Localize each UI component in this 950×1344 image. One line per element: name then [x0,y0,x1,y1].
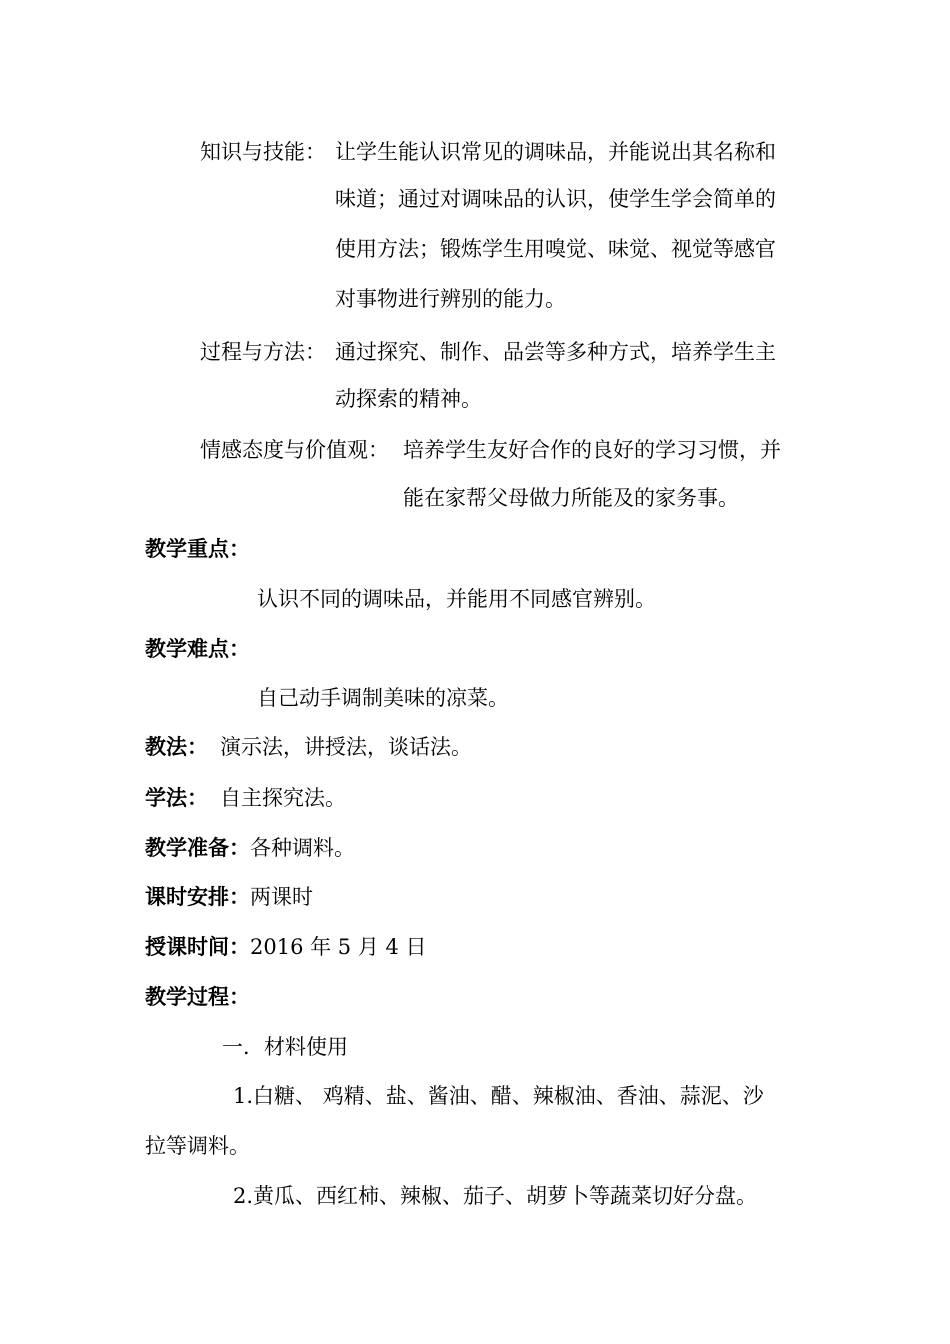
objective-process-line-2: 动探索的精神。 [335,387,482,411]
teaching-method-label: 教法： [145,734,208,759]
objective-knowledge-line-3: 使用方法；锻炼学生用嗅觉、味觉、视觉等感官 [335,237,776,261]
learning-method-value: 自主探究法。 [220,786,346,810]
objective-emotion-line-1: 培养学生友好合作的良好的学习习惯，并 [403,438,781,462]
date-label: 授课时间： [145,934,250,959]
objective-process-label: 过程与方法： [200,340,326,364]
difficulty-text: 自己动手调制美味的凉菜。 [257,686,509,710]
teaching-method-row [145,734,472,760]
key-point-text: 认识不同的调味品，并能用不同感官辨别。 [257,587,656,611]
objective-knowledge-line-1: 让学生能认识常见的调味品，并能说出其名称和 [335,140,776,164]
objective-knowledge-line-2: 味道；通过对调味品的认识，使学生学会简单的 [335,187,776,211]
date-value: 2016 年 5 月 4 日 [250,935,427,959]
objective-knowledge-line-4: 对事物进行辨别的能力。 [335,287,566,311]
schedule-label: 课时安排： [145,884,250,909]
learning-method-row [145,785,346,811]
section-one-item-2: 2.黄瓜、西红柿、辣椒、茄子、胡萝卜等蔬菜切好分盘。 [233,1184,758,1208]
section-one-item-1-line-1: 1.白糖、 鸡精、盐、酱油、醋、辣椒油、香油、蒜泥、沙 [233,1084,764,1108]
objective-knowledge-label: 知识与技能： [200,140,326,164]
learning-method-label: 学法： [145,785,208,810]
schedule-row [145,884,313,910]
date-row [145,934,427,960]
teaching-method-value: 演示法，讲授法，谈话法。 [220,735,472,759]
objective-process-line-1: 通过探究、制作、品尝等多种方式，培养学生主 [335,340,776,364]
preparation-value: 各种调料。 [250,836,355,860]
section-one-title: 一．材料使用 [222,1035,348,1059]
objective-emotion-label: 情感态度与价值观： [200,438,389,462]
difficulty-heading: 教学难点： [145,636,250,661]
schedule-value: 两课时 [250,885,313,909]
section-one-item-1-line-2: 拉等调料。 [145,1134,250,1158]
preparation-row [145,835,355,861]
key-point-heading: 教学重点： [145,536,250,561]
objective-emotion-line-2: 能在家帮父母做力所能及的家务事。 [403,486,739,510]
preparation-label: 教学准备： [145,835,250,860]
process-heading: 教学过程： [145,984,250,1009]
